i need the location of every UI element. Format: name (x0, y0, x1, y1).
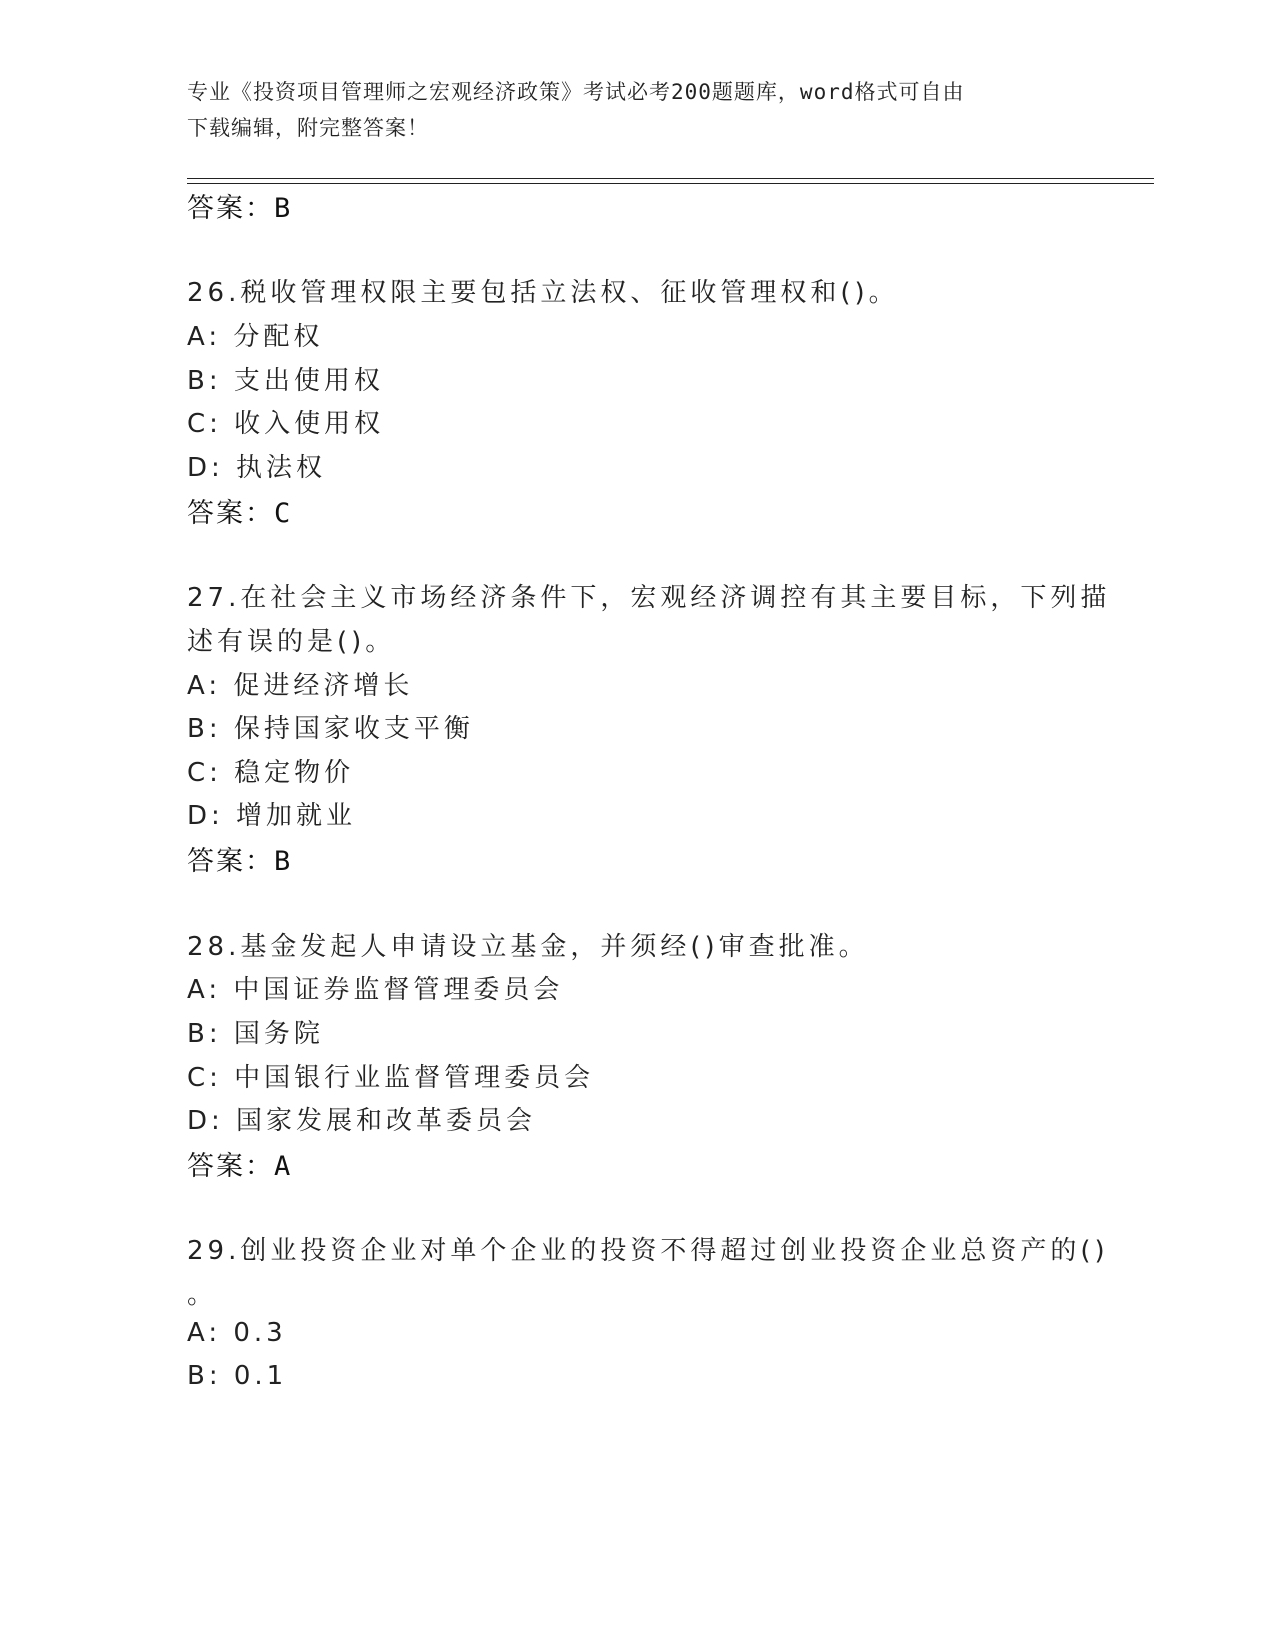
header-line-2: 下载编辑，附完整答案！ (187, 116, 429, 140)
question-27-stem-line-1: 27.在社会主义市场经济条件下，宏观经济调控有其主要目标，下列描 (187, 583, 1111, 613)
question-26-option-b: B: 支出使用权 (187, 366, 384, 396)
question-29-option-b: B: 0.1 (187, 1361, 288, 1391)
header-divider-top (187, 178, 1154, 179)
question-26-option-c: C: 收入使用权 (187, 409, 385, 439)
document-header (187, 74, 1087, 146)
question-29-stem-line-2: 。 (187, 1280, 218, 1310)
question-27-option-c: C: 稳定物价 (187, 758, 355, 788)
question-28-option-d: D: 国家发展和改革委员会 (187, 1106, 537, 1136)
question-28-answer: 答案：A (187, 1151, 293, 1182)
question-26-option-d: D: 执法权 (187, 453, 327, 483)
question-27-stem-line-2: 述有误的是()。 (187, 627, 396, 657)
question-29-stem-line-1: 29.创业投资企业对单个企业的投资不得超过创业投资企业总资产的() (187, 1236, 1109, 1266)
question-27-option-a: A: 促进经济增长 (187, 671, 414, 701)
question-27-option-b: B: 保持国家收支平衡 (187, 714, 474, 744)
question-26-option-a: A: 分配权 (187, 322, 324, 352)
header-line-1: 专业《投资项目管理师之宏观经济政策》考试必考200题题库，word格式可自由 (187, 80, 965, 104)
question-28-option-a: A: 中国证券监督管理委员会 (187, 975, 564, 1005)
question-28-option-c: C: 中国银行业监督管理委员会 (187, 1063, 595, 1093)
previous-answer: 答案：B (187, 193, 293, 224)
question-26-stem: 26.税收管理权限主要包括立法权、征收管理权和()。 (187, 278, 899, 308)
question-26-answer: 答案：C (187, 498, 293, 529)
question-29-option-a: A: 0.3 (187, 1318, 287, 1348)
question-27-option-d: D: 增加就业 (187, 801, 357, 831)
question-28-stem: 28.基金发起人申请设立基金，并须经()审查批准。 (187, 932, 869, 962)
header-divider-bottom (187, 183, 1154, 184)
question-28-option-b: B: 国务院 (187, 1019, 324, 1049)
question-27-answer: 答案：B (187, 846, 293, 877)
